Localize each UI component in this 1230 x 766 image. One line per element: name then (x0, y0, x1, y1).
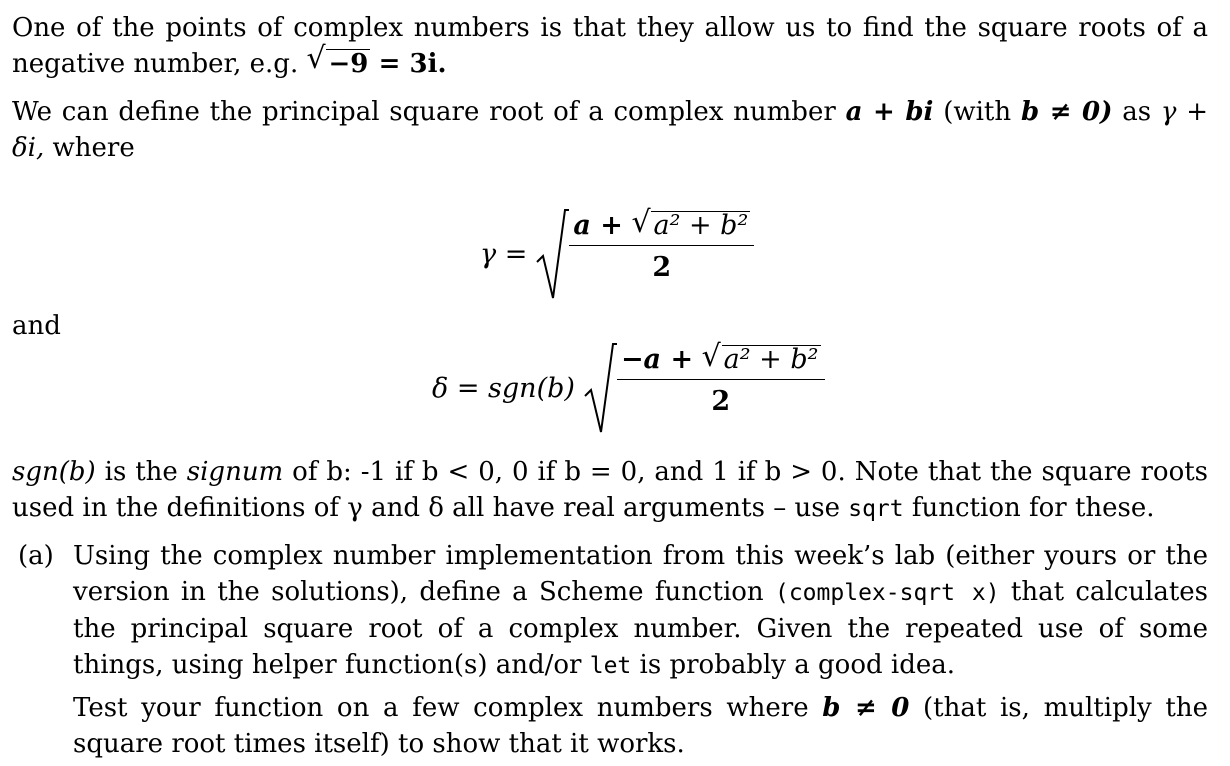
signum-definition: of b: -1 if b < 0, 0 if b = 0, and 1 if b > 0. (292, 457, 846, 487)
example-radicand: −9 (328, 49, 369, 79)
gamma-inner-radical (631, 205, 750, 241)
as-word: as (1122, 97, 1152, 127)
radical-sign-icon: √ (701, 339, 721, 374)
part-a-item (18, 538, 1208, 762)
intro-text: One of the points of complex numbers is that they allow us to find the square roots of a negative number, e.g. (12, 13, 1208, 79)
sqrt-code: sqrt (848, 496, 904, 522)
note-text: Note that the square roots used in the definitions of γ and δ all have real arguments – use (12, 457, 1209, 523)
complex-sqrt-code: (complex-sqrt x) (774, 580, 1000, 606)
part-a-test-text-2: (that is, multiply the square root times itself) to show that it works. (73, 693, 1208, 759)
sgn-expression: sgn(b) (12, 457, 96, 487)
signum-paragraph (12, 454, 1208, 527)
part-a-text-2: that calculates the principal square root of a complex number. Given the repeated use of some things, using helper function(s) and/or (73, 577, 1209, 680)
example-radical (306, 41, 370, 82)
delta-radical (583, 340, 825, 436)
delta-denominator: 2 (711, 386, 731, 417)
radical-sign-icon (535, 206, 569, 302)
delta-inner-radical (701, 339, 821, 375)
gamma-inner-radicand: a² + b² (653, 210, 749, 241)
part-a-test-text: Test your function on a few complex numbers where (73, 693, 809, 723)
part-a-label: (a) (18, 541, 54, 571)
delta-fraction (617, 340, 825, 436)
definition-intro: We can define the principal square root of a complex number (12, 97, 836, 127)
definition-paragraph (12, 94, 1208, 166)
and-text: and (12, 311, 61, 341)
gamma-radical (535, 206, 754, 302)
delta-inner-radicand: a² + b² (723, 344, 819, 375)
root-expression: γ + δi, (12, 97, 1209, 163)
condition: b ≠ 0) (1020, 97, 1113, 127)
let-code: let (589, 653, 632, 679)
part-a-paragraph-1 (73, 538, 1208, 684)
part-a-text-1: Using the complex number implementation from this week’s lab (either yours or the version in the solutions), define a Scheme function (73, 541, 1208, 607)
radical-sign-icon: √ (631, 205, 651, 240)
radical-sign-icon: √ (306, 41, 326, 76)
complex-expression: a + bi (845, 97, 934, 127)
condition-open: (with (943, 97, 1012, 127)
example-result: = 3i. (378, 49, 447, 79)
radical-sign-icon (583, 340, 617, 436)
gamma-lhs: γ = (480, 238, 528, 270)
gamma-equation (480, 206, 754, 302)
delta-lhs: δ = sgn(b) (432, 372, 575, 404)
gamma-fraction (569, 206, 754, 302)
part-a-text-3: is probably a good idea. (639, 650, 955, 680)
is-the-text: is the (104, 457, 178, 487)
part-a-condition: b ≠ 0 (822, 693, 910, 723)
gamma-num-prefix: a + (573, 210, 623, 241)
delta-equation (432, 340, 825, 436)
where-word: where (52, 133, 135, 163)
part-a-paragraph-2 (73, 690, 1208, 762)
delta-numerator (617, 339, 825, 380)
delta-num-prefix: −a + (620, 344, 694, 375)
signum-word: signum (186, 457, 284, 487)
gamma-numerator (569, 205, 754, 246)
note-end: function for these. (911, 493, 1155, 523)
intro-paragraph (12, 10, 1208, 82)
part-a-body (73, 538, 1208, 762)
gamma-denominator: 2 (652, 252, 672, 283)
